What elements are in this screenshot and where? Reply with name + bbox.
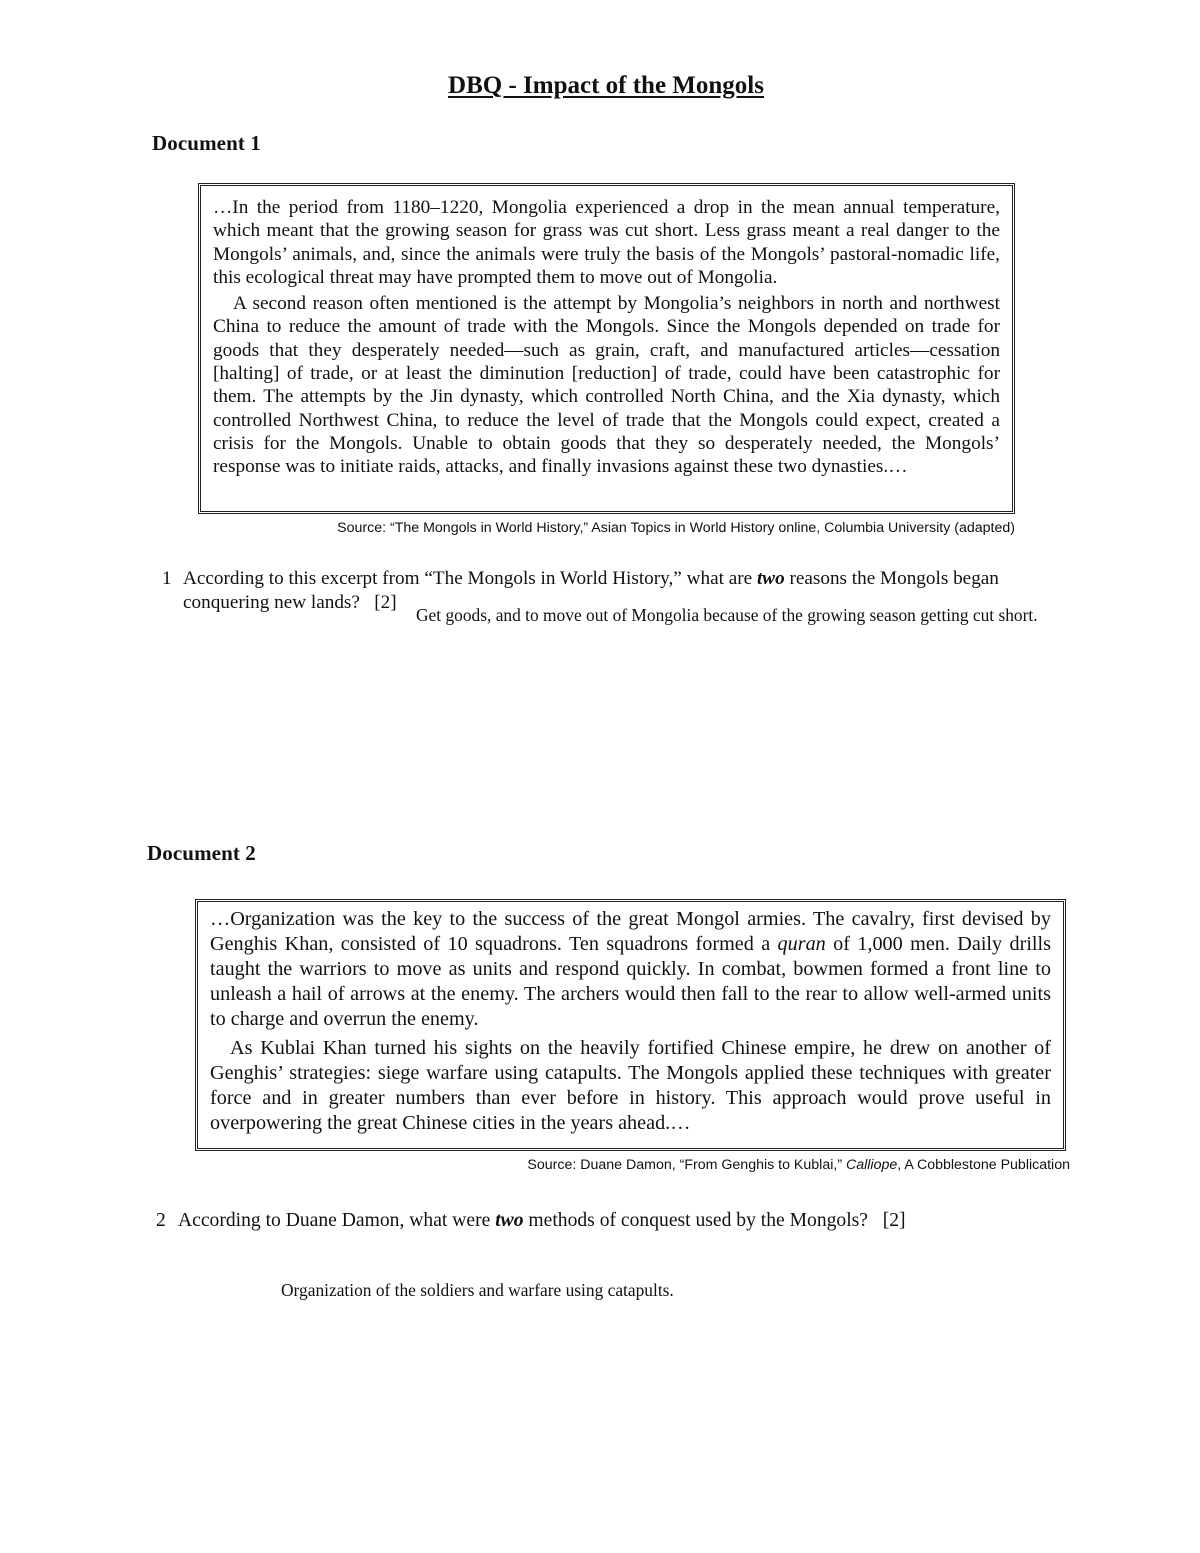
question-2-text-start: According to Duane Damon, what were — [178, 1210, 496, 1231]
question-2-points: [2] — [882, 1210, 906, 1231]
document-2-paragraph-1-start: …Organization was the key to the success of the great Mongol armies. The cavalry, first devised by Genghis Khan, consisted of 10 squadrons. Ten squadrons formed a — [210, 908, 1051, 955]
document-2-source — [200, 1157, 1070, 1173]
document-2-source-end: , A Cobblestone Publication — [897, 1157, 1070, 1173]
document-2-paragraph-1-end: of 1,000 men. Daily drills taught the warriors to move as units and respond quickly. In combat, bowmen formed a front line to unleash a hail of arrows at the enemy. The archers would then fall to the rear to allow well-armed units to charge and overrun the enemy. — [210, 933, 1051, 1030]
answer-2: Organization of the soldiers and warfare using catapults. — [281, 1280, 674, 1300]
document-1-paragraph-1: …In the period from 1180–1220, Mongolia experienced a drop in the mean annual temperature, which meant that the growing season for grass was cut short. Less grass meant a real danger to the Mongols’ animals, and, since the animals were truly the basis of the Mongols’ pastoral-nomadic life, this ecological threat may have prompted them to move out of Mongolia. — [213, 197, 1000, 288]
question-1-number: 1 — [162, 568, 172, 589]
document-2-paragraph-2: As Kublai Khan turned his sights on the heavily fortified Chinese empire, he drew on another of Genghis’ strategies: siege warfare using catapults. The Mongols applied these techniques with greater force and in greater numbers than ever before in history. This approach would prove useful in overpowering the great Chinese cities in the years ahead.… — [210, 1037, 1051, 1134]
question-1-emphasis: two — [756, 568, 785, 589]
document-2-source-start: Source: Duane Damon, “From Genghis to Kublai,” — [527, 1157, 846, 1173]
question-2-number: 2 — [156, 1210, 166, 1231]
document-1-heading: Document 1 — [152, 131, 261, 155]
question-2 — [156, 1209, 1056, 1233]
question-1-points: [2] — [374, 592, 397, 613]
question-2-emphasis: two — [495, 1210, 524, 1231]
document-2-paragraph-1 — [210, 907, 1051, 1032]
document-2-heading: Document 2 — [147, 841, 256, 865]
document-1-excerpt — [211, 190, 1002, 479]
document-1-excerpt-box — [198, 183, 1015, 514]
document-2-quran-term: quran — [777, 933, 826, 955]
page-title: DBQ - Impact of the Mongols — [448, 72, 764, 99]
answer-1: Get goods, and to move out of Mongolia because of the growing season getting cut short. — [416, 605, 1038, 625]
document-1-source: Source: “The Mongols in World History,” Asian Topics in World History online, Columbia University (adapted) — [337, 520, 1015, 536]
question-1-text-start: According to this excerpt from “The Mongols in World History,” what are — [183, 568, 757, 589]
document-2-excerpt — [208, 906, 1053, 1136]
document-2-excerpt-box — [195, 899, 1066, 1151]
question-2-text-end: methods of conquest used by the Mongols? — [523, 1210, 868, 1231]
question-2-text — [178, 1209, 1056, 1233]
document-1-paragraph-2: A second reason often mentioned is the attempt by Mongolia’s neighbors in north and northwest China to reduce the amount of trade with the Mongols. Since the Mongols depended on trade for goods that they desperately needed—such as grain, craft, and manufactured articles—cessation [halting] of trade, or at least the diminution [reduction] of trade, could have been catastrophic for them. The attempts by the Jin dynasty, which controlled North China, and the Xia dynasty, which controlled Northwest China, to reduce the level of trade that the Mongols could expect, created a crisis for the Mongols. Unable to obtain goods that they so desperately needed, the Mongols’ response was to initiate raids, attacks, and finally invasions against these two dynasties.… — [213, 293, 1000, 478]
document-2-source-publication: Calliope — [845, 1157, 898, 1173]
question-1-text-end: reasons the Mongols began conquering new lands? — [183, 568, 999, 613]
